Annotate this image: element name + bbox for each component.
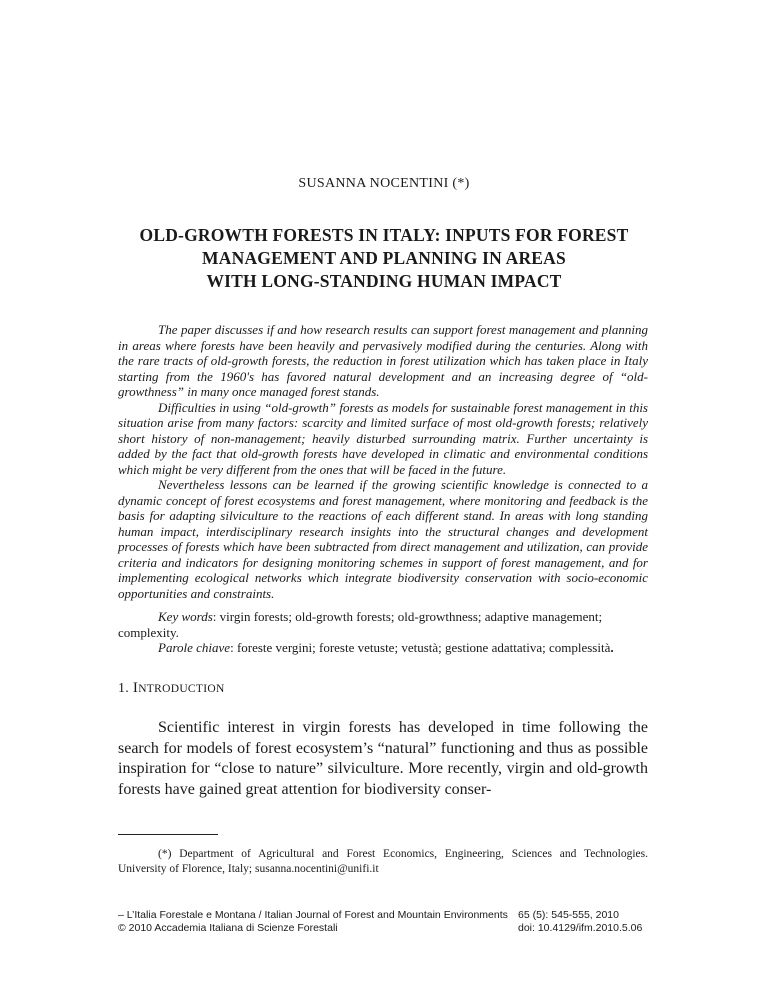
footer-left (118, 909, 508, 935)
footer-right (518, 909, 642, 935)
section-rest: NTRODUCTION (138, 683, 225, 695)
title-line: WITH LONG-STANDING HUMAN IMPACT (206, 271, 562, 291)
footnote-divider (118, 834, 218, 835)
footnote-text: (*) Department of Agricultural and Forest Economics, Engineering, Sciences and Technologies. University of Florence, Italy; susanna.nocentini@unifi.it (118, 848, 648, 875)
footnote (118, 847, 648, 877)
footer-pages: 65 (5): 545-555, 2010 (518, 909, 619, 921)
author-name: SUSANNA NOCENTINI (*) (298, 176, 470, 191)
body-paragraph: Scientific interest in virgin forests has developed in time following the search for models of forest ecosystem’s “natural” functioning and thus as possible inspiration for “close to nature” silviculture. More recently, virgin and old-growth forests have gained great attention for biodiversity conser- (118, 719, 648, 798)
abstract-paragraph: The paper discusses if and how research results can support forest management and planning in areas where forests have been heavily and pervasively modified during the centuries. Along with the rare tracts of old-growth forests, the reduction in forest utilization which has taken place in Italy starting from the 1960's has favored natural development and an increasing degree of “old-growthness” in many once managed forest stands. (118, 322, 648, 399)
keywords-en (118, 609, 648, 640)
parole-text: : foreste vergini; foreste vetuste; vetustà; gestione adattativa; complessità (230, 640, 611, 655)
parole-end: . (610, 640, 614, 655)
section-number: 1. (118, 681, 133, 696)
abstract-paragraph: Difficulties in using “old-growth” forests as models for sustainable forest management in this situation arise from many factors: scarcity and limited surface of most old-growth forests; relatively short history of non-management; heavily disturbed surrounding matrix. Further uncertainty is added by the fact that old-growth forests have developed in climatic and environmental conditions which might be very different from the ones that will be faced in the future. (118, 399, 648, 477)
section-initial: I (132, 680, 139, 696)
keywords-label: Key words (158, 609, 213, 624)
keywords-text: : virgin forests; old-growth forests; old-growthness; adaptive management; complexity. (118, 609, 603, 640)
footer-copyright: © 2010 Accademia Italiana di Scienze Forestali (118, 922, 338, 934)
keywords-block (118, 609, 648, 656)
abstract-paragraph: Nevertheless lessons can be learned if the growing scientific knowledge is connected to a dynamic concept of forest ecosystems and forest management, where monitoring and feedback is the basis for adapting silviculture to the reactions of each different stand. In areas with long standing human impact, interdisciplinary research insights into the structural changes and development processes of forests which have been subtracted from direct management and utilization, can provide criteria and indicators for designing monitoring schemes in support of forest management, and for implementing ecological networks which integrate biodiversity conservation with socio-economic opportunities and constraints. (118, 477, 648, 601)
section-heading (118, 680, 225, 697)
footer-journal: – L’Italia Forestale e Montana / Italian Journal of Forest and Mountain Environments (118, 909, 508, 921)
title-line: MANAGEMENT AND PLANNING IN AREAS (202, 248, 566, 268)
abstract (118, 322, 648, 601)
title-line: OLD-GROWTH FORESTS IN ITALY: INPUTS FOR FOREST (139, 225, 629, 245)
paper-title (96, 224, 672, 293)
footer-doi: doi: 10.4129/ifm.2010.5.06 (518, 922, 643, 934)
keywords-it (118, 640, 648, 656)
body-text (118, 718, 648, 800)
parole-label: Parole chiave (158, 640, 231, 655)
